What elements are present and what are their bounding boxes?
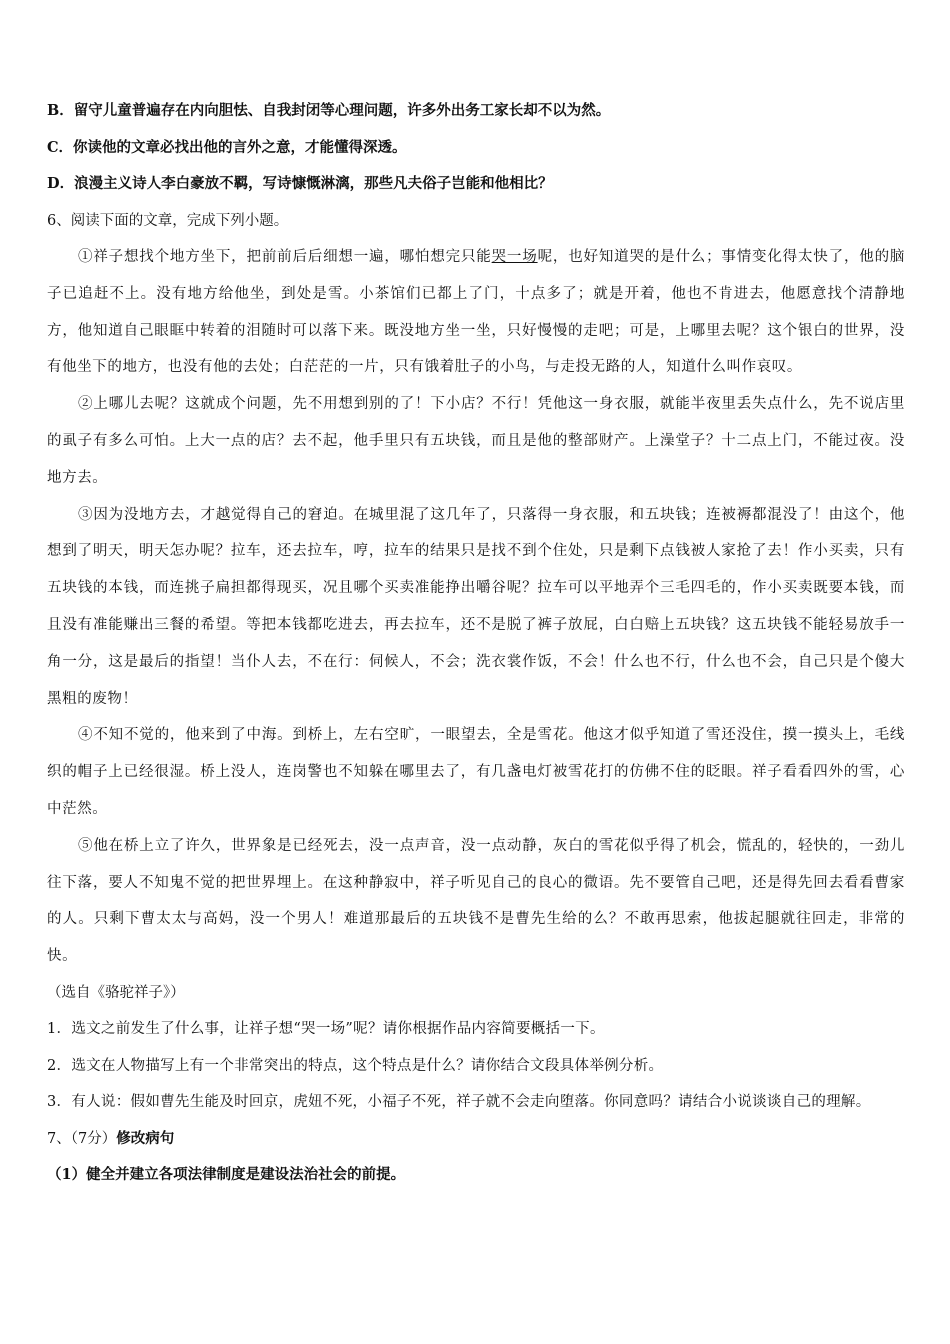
passage-p1-underlined: 哭一场 [491,249,538,265]
option-d-text: 浪漫主义诗人李白豪放不羁，写诗慷慨淋漓，那些凡夫俗子岂能和他相比？ [74,175,553,192]
document-page [47,93,905,1194]
option-d [47,166,905,203]
passage-paragraph-5: ⑤他在桥上立了许久，世界象是已经死去，没一点声音，没一点动静，灰白的雪花似乎得了机会，慌乱的，轻快的，一劲儿往下落，要人不知鬼不觉的把世界埋上。在这种静寂中，祥子听见自己的良心的微语。先不要管自己吧，还是得先回去看看曹家的人。只剩下曹太太与高妈，没一个男人！难道那最后的五块钱不是曹先生给的么？不敢再思索，他拔起腿就往回走，非常的快。 [47,837,905,965]
option-b-text: 留守儿童普遍存在内向胆怯、自我封闭等心理问题，许多外出务工家长却不以为然。 [73,102,611,119]
passage-p1-after: 呢，也好知道哭的是什么；事情变化得太快了，他的脑子已追赶不上。没有地方给他坐，到处是雪。小茶馆们已都上了门，十点多了；就是开着，他也不肯进去，他愿意找个清静地方，他知道自己眼眶中转着的泪随时可以落下来。既没地方坐一坐，只好慢慢的走吧；可是，上哪里去呢？这个银白的世界，没有他坐下的地方，也没有他的去处；白茫茫的一片，只有饿着肚子的小鸟，与走投无路的人，知道什么叫作哀叹。 [47,249,906,376]
passage-paragraph-4: ④不知不觉的，他来到了中海。到桥上，左右空旷，一眼望去，全是雪花。他这才似乎知道了雪还没住，摸一摸头上，毛线织的帽子上已经很湿。桥上没人，连岗警也不知躲在哪里去了，有几盏电灯被雪花打的仿佛不住的眨眼。祥子看看四外的雪，心中茫然。 [47,727,905,817]
question-7-title: 修改病句 [116,1129,175,1147]
question-6-heading: 6、阅读下面的文章，完成下列小题。 [47,212,289,229]
option-c-label: C． [47,138,74,156]
passage-p1-before: ①祥子想找个地方坐下，把前前后后细想一遍，哪怕想完只能 [78,249,492,265]
passage-source: （选自《骆驼祥子》） [47,984,185,1001]
passage-paragraph-2: ②上哪儿去呢？这就成个问题，先不用想到别的了！下小店？不行！凭他这一身衣服，就能半夜里丢失点什么，先不说店里的虱子有多么可怕。上大一点的店？去不起，他手里只有五块钱，而且是他的整部财产。上澡堂子？十二点上门，不能过夜。没地方去。 [47,396,905,486]
option-c [47,130,905,167]
question-7-heading [47,1121,905,1158]
question-7-item-1: （1）健全并建立各项法律制度是建设法治社会的前提。 [47,1166,406,1184]
option-b [47,93,905,130]
question-6-2: 2．选文在人物描写上有一个非常突出的特点，这个特点是什么？请你结合文段具体举例分析。 [47,1057,664,1074]
question-6-1: 1．选文之前发生了什么事，让祥子想“哭一场”呢？请你根据作品内容简要概括一下。 [47,1021,605,1038]
option-d-label: D． [47,175,75,192]
passage-paragraph-1 [47,239,905,386]
option-b-label: B． [47,102,74,119]
question-6-3: 3．有人说：假如曹先生能及时回京，虎妞不死，小福子不死，祥子就不会走向堕落。你同意吗？请结合小说谈谈自己的理解。 [47,1094,871,1111]
passage-paragraph-3: ③因为没地方去，才越觉得自己的窘迫。在城里混了这几年了，只落得一身衣服，和五块钱；连被褥都混没了！由这个，他想到了明天，明天怎办呢？拉车，还去拉车，哼，拉车的结果只是找不到个住处，只是剩下点钱被人家抢了去！作小买卖，只有五块钱的本钱，而连挑子扁担都得现买，况且哪个买卖准能挣出嚼谷呢？拉车可以平地弄个三毛四毛的，作小买卖既要本钱，而且没有准能赚出三餐的希望。等把本钱都吃进去，再去拉车，还不是脱了裤子放屁，白白赔上五块钱？这五块钱不能轻易放手一角一分，这是最后的指望！当仆人去，不在行：伺候人，不会；洗衣裳作饭，不会！什么也不行，什么也不会，自己只是个傻大黑粗的废物！ [47,506,905,707]
option-c-text: 你读他的文章必找出他的言外之意，才能懂得深透。 [73,138,407,156]
question-7-number: 7、（7分） [47,1130,117,1147]
